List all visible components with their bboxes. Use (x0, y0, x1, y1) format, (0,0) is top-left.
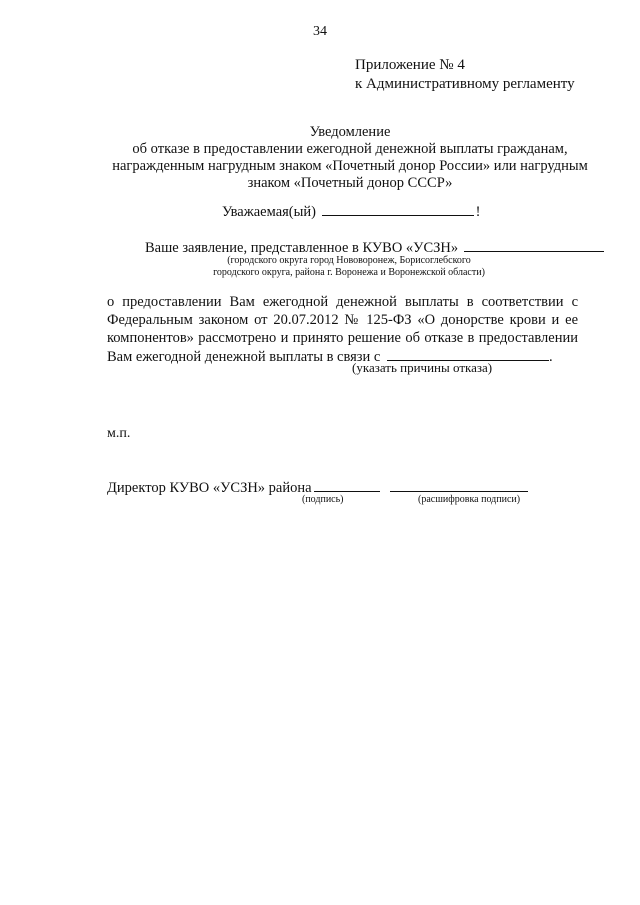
recipient-name-blank (322, 201, 474, 216)
region-note-line-1: (городского округа город Нововоронеж, Борисоглебского (227, 255, 471, 266)
region-note-line-2: городского округа, района г. Воронежа и Воронежской области) (213, 267, 485, 278)
decoding-caption: (расшифровка подписи) (418, 494, 521, 505)
notice-subtitle-line-2: награжденным нагрудным знаком «Почетный донор России» или нагрудным (112, 158, 588, 174)
department-blank (464, 237, 604, 252)
notice-title: Уведомление (309, 124, 391, 140)
region-note (190, 255, 508, 279)
reason-caption: (указать причины отказа) (352, 360, 493, 375)
statement-text: Ваше заявление, представленное в КУВО «УСЗН» (145, 240, 459, 256)
statement-line (145, 237, 604, 257)
notice-heading (110, 124, 590, 192)
decision-end: . (548, 349, 553, 365)
notice-subtitle-line-1: об отказе в предоставлении ежегодной денежной выплаты гражданам, (132, 141, 568, 157)
decision-paragraph (107, 293, 578, 366)
director-label: Директор КУВО «УСЗН» района (107, 480, 312, 496)
signature-caption: (подпись) (302, 494, 344, 505)
signature-blank (314, 478, 380, 492)
reason-blank (387, 347, 549, 361)
appendix-reference: к Административному регламенту (355, 76, 575, 92)
greeting-prefix: Уважаемая(ый) (222, 204, 316, 220)
greeting-line (222, 201, 480, 221)
page-number: 34 (313, 24, 327, 39)
stamp-placeholder: м.п. (107, 426, 131, 441)
signature-decoding-blank (390, 478, 528, 492)
greeting-suffix: ! (475, 204, 481, 220)
notice-subtitle-line-3: знаком «Почетный донор СССР» (247, 175, 453, 191)
appendix-header (355, 56, 575, 94)
decision-text: о предоставлении Вам ежегодной денежной выплаты в соответствии с Федеральным законом от 20.07.2012 № 125-ФЗ «О донорстве крови и ее компонентов» рассмотрено и принято решение об отказе в предоставлении Вам ежегодной денежной выплаты в связи с (107, 294, 578, 365)
appendix-number: Приложение № 4 (355, 57, 465, 73)
